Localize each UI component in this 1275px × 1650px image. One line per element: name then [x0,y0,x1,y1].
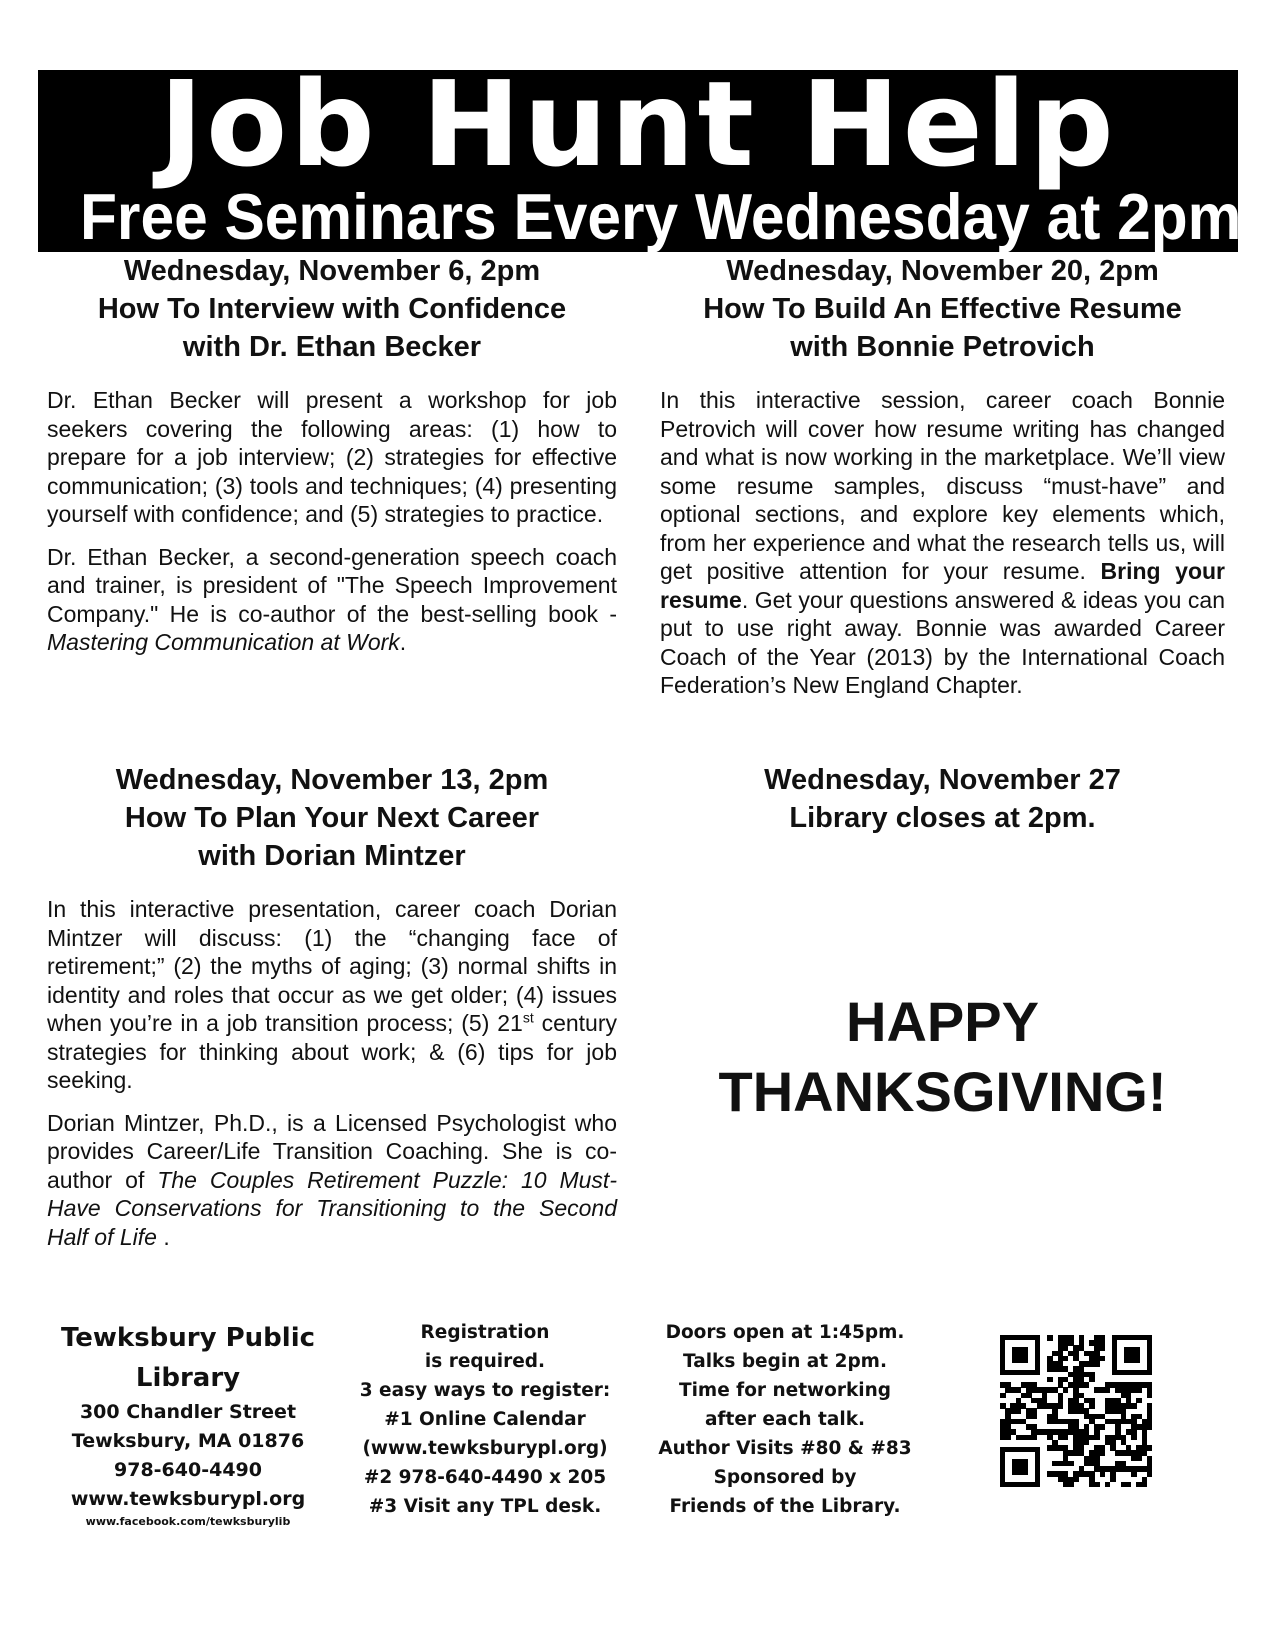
qr-module [1136,1456,1142,1462]
library-contact [38,1318,338,1530]
event-description [47,386,617,657]
qr-module [1131,1403,1137,1409]
qr-module [1100,1471,1106,1477]
qr-module [1131,1435,1137,1441]
qr-module [1089,1403,1095,1409]
event-description [660,386,1225,700]
qr-module [1031,1435,1037,1441]
qr-module [1147,1445,1153,1451]
event-date: Wednesday, November 6, 2pm [123,255,541,287]
event-bio: Dorian Mintzer, Ph.D., is a Licensed Psychologist who provides Career/Life Transition Coaching. She is co-author of The Couples Retirement Puzzle: 10 Must-Have Conservations for Transitioning to the Second Half of Life . [47,1109,617,1250]
event-nov-13 [47,761,617,1265]
qr-module [1100,1356,1106,1362]
qr-module [1047,1335,1053,1341]
qr-module [1063,1387,1069,1393]
qr-module [1136,1398,1142,1404]
header-banner [38,55,1242,253]
qr-module [1131,1471,1137,1477]
qr-finder [1000,1335,1040,1375]
qr-module [1005,1435,1011,1441]
library-street: 300 Chandler Street [79,1401,297,1423]
qr-module [1147,1424,1153,1430]
qr-module [1110,1477,1116,1483]
bring-resume-note: Bring your resume [660,558,1226,613]
qr-module [1068,1461,1074,1467]
book-title: Mastering Communication at Work [47,629,400,655]
library-name: Tewksbury Public [60,1323,316,1353]
book-title: The Couples Retirement Puzzle: 10 Must-Have Conservations for Transitioning to the Second Half of Life [47,1166,617,1250]
qr-finder [1112,1335,1152,1375]
qr-module [1147,1471,1153,1477]
qr-module [1016,1408,1022,1414]
qr-module [1063,1435,1069,1441]
library-city: Tewksbury, MA 01876 [71,1430,305,1452]
qr-module [1094,1435,1100,1441]
event-description [47,895,617,1251]
qr-module [1100,1450,1106,1456]
qr-module [1047,1377,1053,1383]
event-speaker: with Dorian Mintzer [198,840,466,872]
qr-finder [1000,1447,1040,1487]
event-date: Wednesday, November 13, 2pm [115,764,549,796]
event-nov-27 [660,761,1225,837]
closing-note: Library closes at 2pm. [789,802,1096,834]
event-details: Doors open at 1:45pm. Talks begin at 2pm. Time for networking after each talk. Author Visits #80 & #83 Sponsored by Friends of the Library. [658,1322,912,1517]
event-nov-20 [660,252,1225,714]
event-date: Wednesday, November 27 [764,764,1121,796]
event-speaker: with Dr. Ethan Becker [182,331,482,363]
qr-module [1063,1356,1069,1362]
qr-module [1089,1377,1095,1383]
qr-module [1105,1387,1111,1393]
event-paragraph: Dr. Ethan Becker will present a workshop for job seekers covering the following areas: (1) how to prepare for a job interview; (2) strategies for effective communication; (3) tools and techniques; (4) presenting yourself with confidence; and (5) strategies to practice. [47,387,617,527]
qr-code-icon[interactable] [1000,1335,1152,1487]
page-subtitle: Free Seminars Every Wednesday at 2pm [80,180,1242,253]
qr-module [1094,1361,1100,1367]
qr-module [1136,1387,1142,1393]
event-speaker: with Bonnie Petrovich [790,331,1095,363]
event-bio: Dr. Ethan Becker, a second-generation speech coach and trainer, is president of "The Speech Improvement Company." He is co-author of the best-selling book - Mastering Communication at Work. [47,543,617,655]
event-nov-6 [47,252,617,671]
qr-module [1105,1482,1111,1488]
event-paragraph: In this interactive session, career coach Bonnie Petrovich will cover how resume writing has changed and what is now working in the marketplace. We’ll view some resume samples, discuss “must-have” and optional sections, and explore key elements which, from her experience and what the research tells us, will get positive attention for your resume. Bring your resume. Get your questions answered & ideas you can put to use right away. Bonnie was awarded Career Coach of the Year (2013) by the International Coach Federation’s New England Chapter. [660,387,1226,698]
library-website-link[interactable]: www.tewksburypl.org [70,1488,306,1510]
event-topic: How To Build An Effective Resume [703,293,1182,325]
qr-module [1073,1477,1079,1483]
holiday-greeting: HAPPY THANKSGIVING! [718,990,1167,1123]
qr-module [1000,1393,1006,1399]
library-name-2: Library [135,1363,241,1393]
event-paragraph: In this interactive presentation, career coach Dorian Mintzer will discuss: (1) the “changing face of retirement;” (2) the myths of aging; (3) normal shifts in identity and roles that occur as we get older; (4) issues when you’re in a job transition process; (5) 21st century strategies for thinking about work; & (6) tips for job seeking. [47,896,617,1093]
qr-module [1100,1424,1106,1430]
event-topic: How To Interview with Confidence [97,293,567,325]
event-date: Wednesday, November 20, 2pm [726,255,1159,287]
page-title: Job Hunt Help [159,55,1117,193]
library-phone: 978-640-4490 [114,1459,262,1481]
qr-module [1147,1393,1153,1399]
qr-module [1031,1414,1037,1420]
registration-info: Registration is required. 3 easy ways to register: #1 Online Calendar (www.tewksburypl.org) #2 978-640-4490 x 205 #3 Visit any TPL desk. [359,1322,611,1517]
qr-module [1058,1403,1064,1409]
qr-module [1084,1382,1090,1388]
qr-module [1068,1482,1074,1488]
qr-module [1126,1482,1132,1488]
event-topic: How To Plan Your Next Career [124,802,540,834]
qr-module [1100,1345,1106,1351]
qr-module [1094,1482,1100,1488]
facebook-link[interactable]: www.facebook.com/tewksburylib [85,1515,291,1528]
qr-module [1084,1440,1090,1446]
qr-module [1142,1482,1148,1488]
